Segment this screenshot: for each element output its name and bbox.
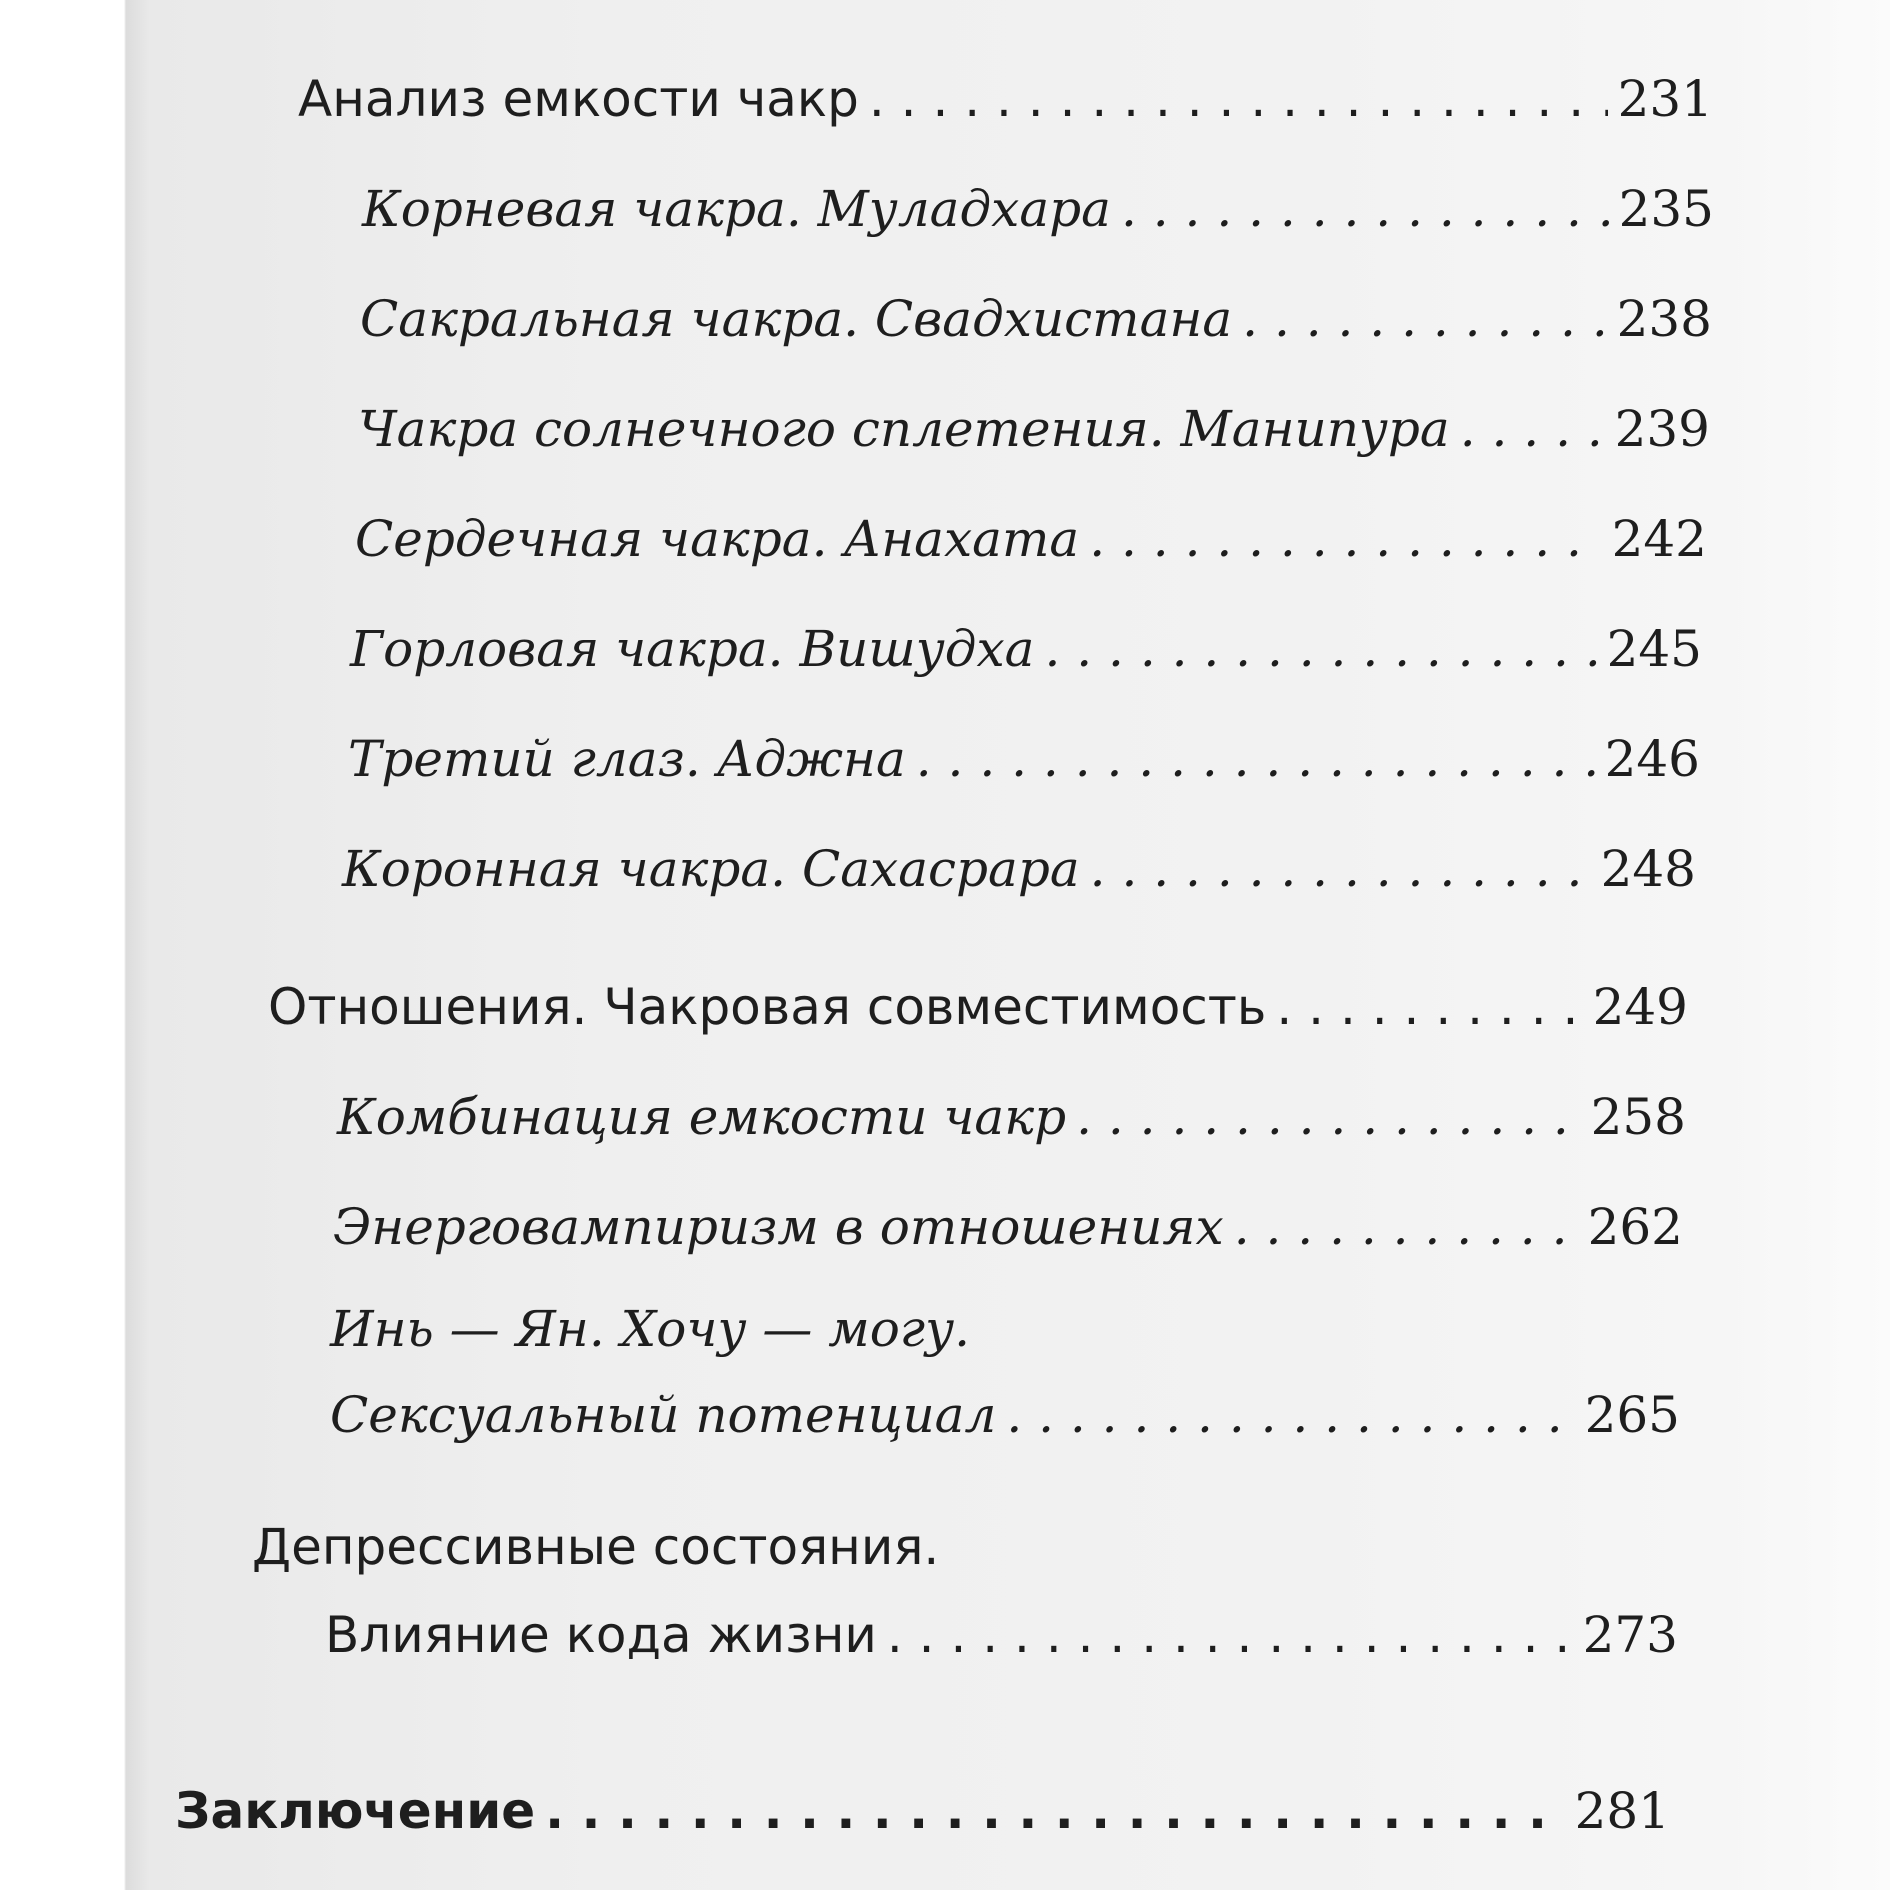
toc-entry-page: 281 (1574, 1782, 1670, 1840)
dot-leader (545, 1782, 1564, 1840)
toc-entry-title: Корневая чакра. Муладхара (362, 180, 1111, 238)
toc-entry-title: Сакральная чакра. Свадхистана (360, 290, 1233, 348)
toc-entry-page: 231 (1617, 70, 1713, 128)
dot-leader (869, 70, 1608, 128)
toc-entry-title: Сексуальный потенциал (330, 1386, 997, 1444)
toc-entry (348, 730, 1700, 794)
toc-entry (175, 1782, 1670, 1846)
toc-entry (350, 620, 1702, 684)
toc-entry (337, 1088, 1686, 1152)
toc-entry (362, 180, 1714, 244)
toc-entry-first-line: Инь — Ян. Хочу — могу. (330, 1300, 970, 1358)
toc-entry-title: Чакра солнечного сплетения. Манипура (358, 400, 1450, 458)
toc-entry (325, 1606, 1678, 1670)
dot-leader (1121, 180, 1609, 238)
toc-entry-first-line: Депрессивные состояния. (252, 1518, 940, 1576)
toc-entry-title: Влияние кода жизни (325, 1606, 877, 1664)
toc-entry-title: Третий глаз. Аджна (348, 730, 906, 788)
toc-entry-title: Отношения. Чакровая совместимость (268, 978, 1267, 1036)
toc-entry-page: 248 (1600, 840, 1696, 898)
dot-leader (887, 1606, 1573, 1664)
toc-entry (342, 840, 1696, 904)
toc-entry-page: 262 (1587, 1198, 1683, 1256)
toc-entry-page: 242 (1611, 510, 1707, 568)
toc-entry-title: Коронная чакра. Сахасрара (342, 840, 1080, 898)
toc-entry-title: Энерговампиризм в отношениях (333, 1198, 1224, 1256)
dot-leader (1234, 1198, 1578, 1256)
toc-entry-page: 235 (1618, 180, 1714, 238)
dot-leader (1076, 1088, 1580, 1146)
toc-entry (333, 1198, 1683, 1262)
toc-entry-page: 239 (1614, 400, 1710, 458)
dot-leader (1460, 400, 1605, 458)
toc-entry-title: Сердечная чакра. Анахата (355, 510, 1080, 568)
toc-entry (268, 978, 1688, 1042)
toc-entry-title: Анализ емкости чакр (298, 70, 859, 128)
dot-leader (1276, 978, 1582, 1036)
toc-entry-title: Горловая чакра. Вишудха (350, 620, 1035, 678)
toc-entry-title: Заключение (175, 1782, 536, 1840)
dot-leader (1044, 620, 1596, 678)
dot-leader (916, 730, 1595, 788)
page-margin (0, 0, 124, 1890)
toc-entry (355, 510, 1707, 574)
toc-entry-page: 258 (1590, 1088, 1686, 1146)
toc-entry-page: 249 (1592, 978, 1688, 1036)
dot-leader (1090, 840, 1591, 898)
toc-entry-page: 245 (1606, 620, 1702, 678)
toc-entry-page: 246 (1604, 730, 1700, 788)
toc-entry-page: 273 (1582, 1606, 1678, 1664)
toc-entry (360, 290, 1712, 354)
toc-entry (298, 70, 1713, 134)
toc-entry (358, 400, 1710, 464)
dot-leader (1242, 290, 1606, 348)
toc-entry (330, 1386, 1680, 1450)
dot-leader (1006, 1386, 1574, 1444)
toc-entry-title: Комбинация емкости чакр (337, 1088, 1067, 1146)
toc-entry-page: 238 (1616, 290, 1712, 348)
dot-leader (1089, 510, 1601, 568)
toc-entry-page: 265 (1584, 1386, 1680, 1444)
